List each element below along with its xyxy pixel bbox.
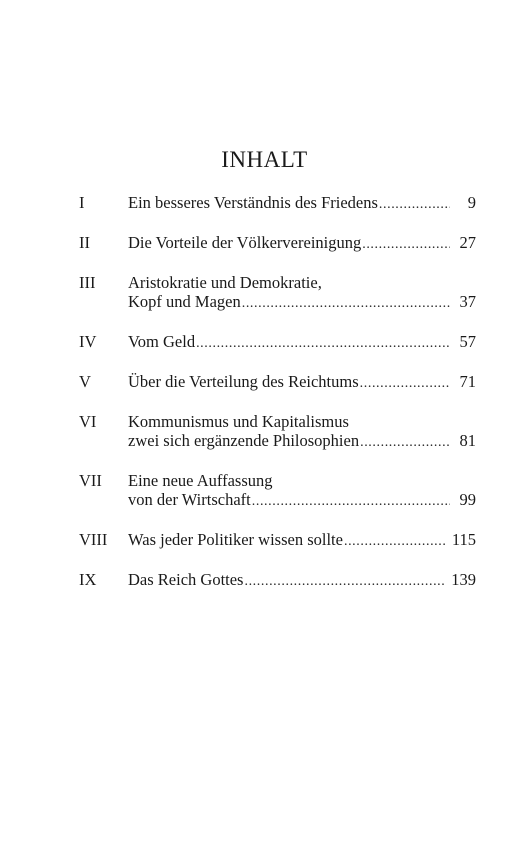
dot-leader xyxy=(252,492,450,511)
entry-title: Ein besseres Verständnis des Friedens xyxy=(128,193,378,212)
page-number: 115 xyxy=(451,530,476,549)
dot-leader xyxy=(344,532,446,551)
page-number: 139 xyxy=(451,570,476,589)
chapter-numeral: I xyxy=(79,193,85,212)
page-title: INHALT xyxy=(221,147,308,172)
entry-line xyxy=(128,570,476,591)
dot-leader xyxy=(362,235,450,254)
toc-entry xyxy=(79,273,476,313)
entry-body xyxy=(128,471,476,511)
page-number: 37 xyxy=(459,292,476,311)
chapter-numeral: VII xyxy=(79,471,102,490)
page-number: 27 xyxy=(459,233,476,252)
entry-title: von der Wirtschaft xyxy=(128,490,251,509)
entry-body xyxy=(128,372,476,393)
page-number: 81 xyxy=(459,431,476,450)
entry-title: Über die Verteilung des Reichtums xyxy=(128,372,359,391)
toc-entry xyxy=(79,372,476,393)
entry-line xyxy=(128,292,476,313)
page-number: 9 xyxy=(467,193,476,212)
entry-title: Die Vorteile der Völkervereinigung xyxy=(128,233,362,252)
page-number: 71 xyxy=(459,372,476,391)
entry-body xyxy=(128,570,476,591)
entry-line xyxy=(128,233,476,254)
entry-body xyxy=(128,530,476,551)
dot-leader xyxy=(360,433,450,452)
dot-leader xyxy=(379,195,450,214)
entry-title: Das Reich Gottes xyxy=(128,570,244,589)
entry-title: Kopf und Magen xyxy=(128,292,241,311)
entry-line xyxy=(128,490,476,511)
chapter-numeral: III xyxy=(79,273,96,292)
toc-entry xyxy=(79,570,476,591)
entry-body xyxy=(128,273,476,313)
chapter-numeral: IX xyxy=(79,570,97,589)
entry-title: Eine neue Auffassung xyxy=(128,471,273,490)
entry-line xyxy=(128,412,476,431)
dot-leader xyxy=(196,334,450,353)
table-of-contents xyxy=(79,193,476,610)
page-number: 99 xyxy=(459,490,476,509)
entry-body xyxy=(128,233,476,254)
entry-line xyxy=(128,193,476,214)
entry-line xyxy=(128,471,476,490)
entry-line xyxy=(128,372,476,393)
toc-entry xyxy=(79,332,476,353)
entry-line xyxy=(128,273,476,292)
toc-entry xyxy=(79,233,476,254)
dot-leader xyxy=(242,294,450,313)
entry-title: Kommunismus und Kapitalismus xyxy=(128,412,349,431)
chapter-numeral: V xyxy=(79,372,91,391)
page-number: 57 xyxy=(459,332,476,351)
entry-body xyxy=(128,193,476,214)
entry-line xyxy=(128,530,476,551)
toc-entry xyxy=(79,530,476,551)
toc-entry xyxy=(79,193,476,214)
dot-leader xyxy=(360,374,450,393)
entry-line xyxy=(128,332,476,353)
entry-body xyxy=(128,412,476,452)
entry-line xyxy=(128,431,476,452)
entry-title: Aristokratie und Demokratie, xyxy=(128,273,322,292)
toc-entry xyxy=(79,412,476,452)
chapter-numeral: VI xyxy=(79,412,97,431)
dot-leader xyxy=(244,572,445,591)
entry-title: zwei sich ergänzende Philosophien xyxy=(128,431,360,450)
entry-title: Vom Geld xyxy=(128,332,196,351)
entry-title: Was jeder Politiker wissen sollte xyxy=(128,530,343,549)
chapter-numeral: VIII xyxy=(79,530,108,549)
toc-entry xyxy=(79,471,476,511)
chapter-numeral: II xyxy=(79,233,90,252)
entry-body xyxy=(128,332,476,353)
chapter-numeral: IV xyxy=(79,332,97,351)
